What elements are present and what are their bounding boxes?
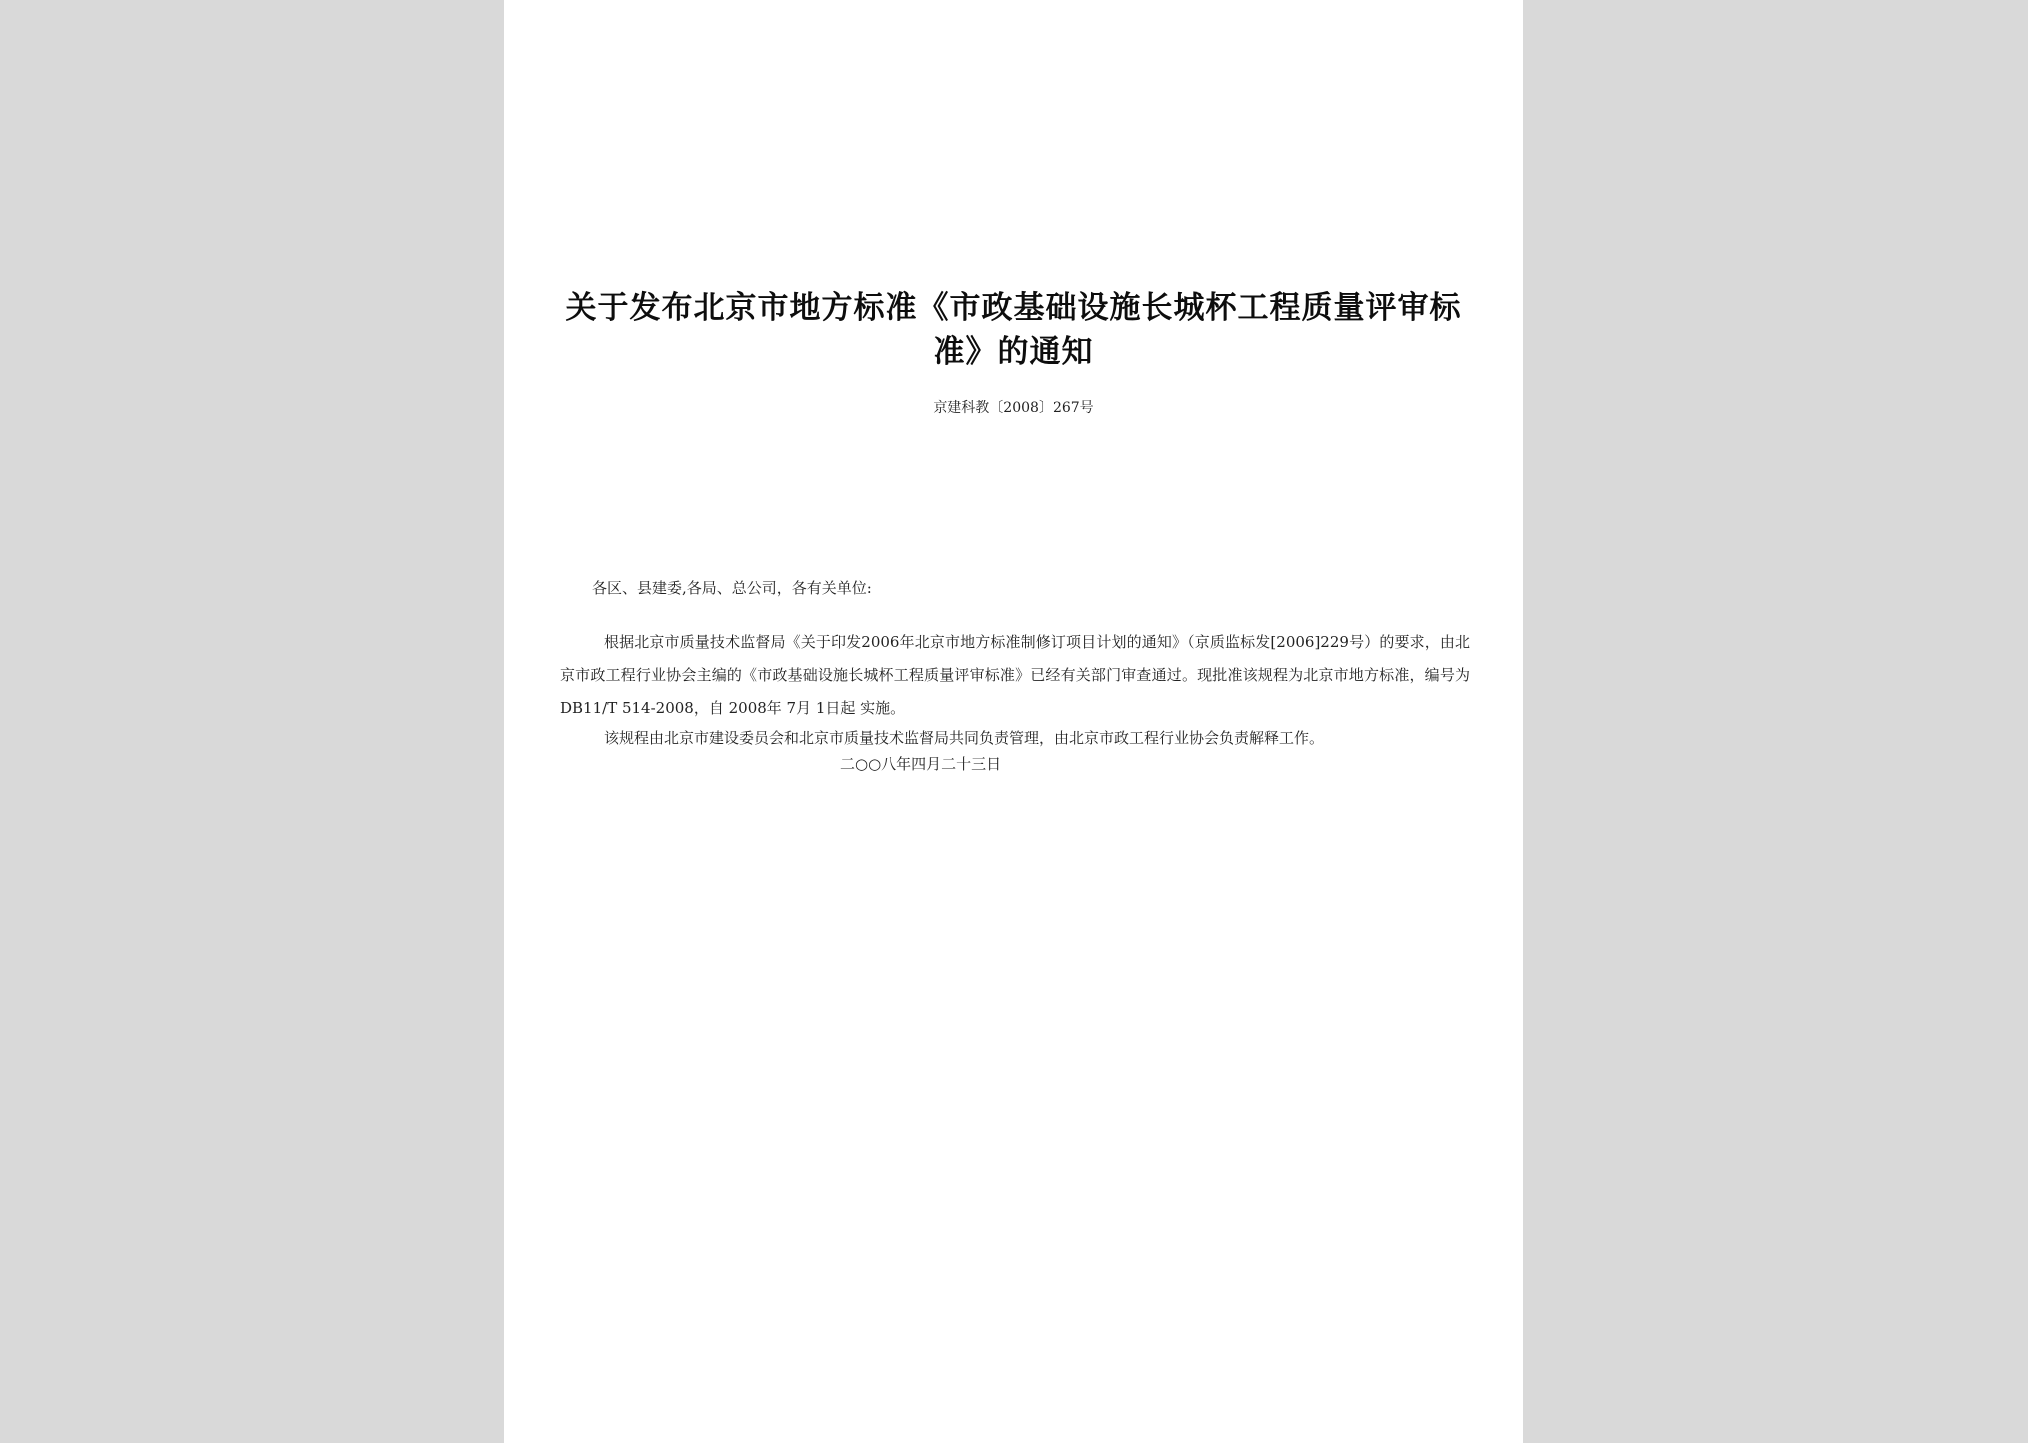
body-paragraph-1: 根据北京市质量技术监督局《关于印发2006年北京市地方标准制修订项目计划的通知》（京质监标发[2006]229号）的要求，由北京市政工程行业协会主编的《市政基础设施长城杯工程质量评审标准》已经有关部门审查通过。现批准该规程为北京市地方标准，编号为DB11/T 514-2008，自 2008年 7月 1日起 实施。: [560, 633, 1470, 717]
document-title: 关于发布北京市地方标准《市政基础设施长城杯工程质量评审标准》的通知: [565, 290, 1462, 370]
body-paragraph-2: 该规程由北京市建设委员会和北京市质量技术监督局共同负责管理，由北京市政工程行业协会负责解释工作。: [604, 729, 1325, 747]
issue-date: 二○○八年四月二十三日: [840, 755, 1002, 773]
document-number: 京建科教〔2008〕267号: [933, 400, 1094, 416]
salutation: 各区、县建委,各局、总公司，各有关单位:: [592, 579, 872, 597]
document-page: [504, 0, 1523, 1443]
